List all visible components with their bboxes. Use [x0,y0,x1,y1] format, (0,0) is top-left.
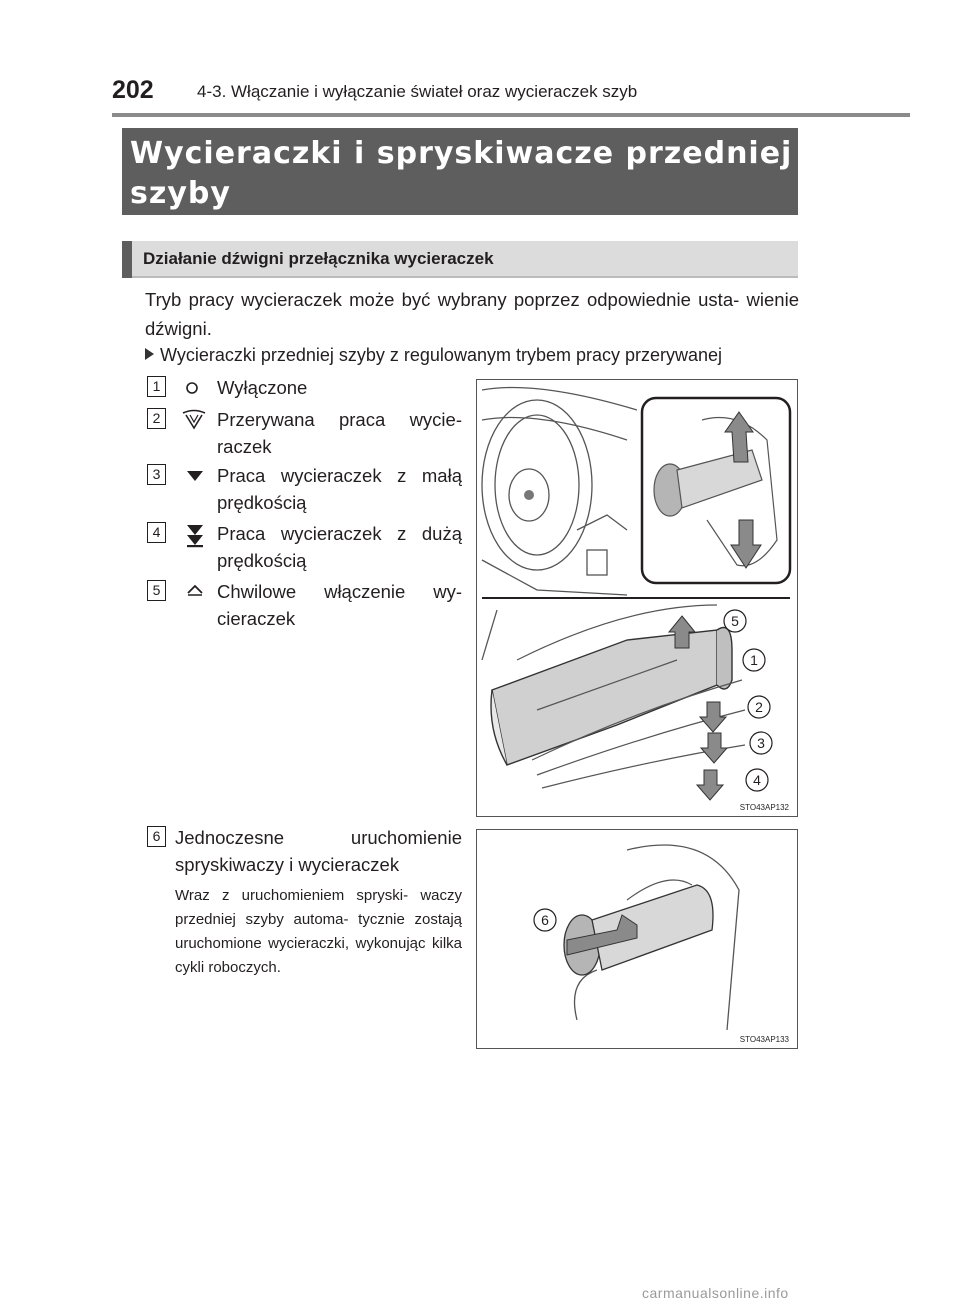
intro-paragraph: Tryb pracy wycieraczek może być wybrany poprzez odpowiednie usta- wienie dźwigni. [145,289,799,339]
bullet-triangle-icon [145,348,154,360]
figure-code-1: STO43AP132 [739,803,789,812]
item-number-4: 4 [147,522,166,543]
figure-washer-lever-illustration [477,830,797,1048]
subsection-bar [122,241,132,278]
section-title-box [122,128,798,215]
item-text-6: Jednoczesne uruchomienie spryskiwaczy i wycieraczek [175,827,462,875]
fig1-callout-4: 4 [753,772,761,788]
fig1-callout-3: 3 [757,735,765,751]
subsection-title: Działanie dźwigni przełącznika wycieraczek [143,249,494,268]
item-text-3: Praca wycieraczek z małą prędkością [217,465,462,513]
figure-washer-lever [476,829,798,1049]
item-text-2: Przerywana praca wycie- raczek [217,409,462,457]
bullet-line [145,345,722,366]
intermittent-wiper-icon [181,409,207,431]
fig2-callout-6: 6 [541,912,549,928]
chapter-title: 4-3. Włączanie i wyłączanie świateł oraz wycieraczek szyb [197,82,638,101]
fig1-callout-2: 2 [755,699,763,715]
off-circle-icon [184,380,200,396]
item-text-5: Chwilowe włączenie wy- cieraczek [217,581,462,629]
item-text-4: Praca wycieraczek z dużą prędkością [217,523,462,571]
item-number-1: 1 [147,376,166,397]
item-note-6: Wraz z uruchomieniem spryski- waczy przedniej szyby automa- tycznie zostają uruchomione wycieraczki, wykonując kilka cykli roboczych. [175,887,462,976]
subsection-title-box [122,241,798,278]
low-speed-triangle-icon [186,469,204,483]
header-rule [112,113,910,117]
fig1-callout-1: 1 [750,652,758,668]
item-number-2: 2 [147,408,166,429]
high-speed-double-triangle-icon [186,523,204,549]
bullet-text: Wycieraczki przedniej szyby z regulowanym trybem pracy przerywanej [160,345,723,365]
item-text-1: Wyłączone [217,377,308,398]
figure-code-2: STO43AP133 [739,1035,789,1044]
figure-wiper-lever-illustration [477,380,797,816]
item-number-3: 3 [147,464,166,485]
footer-watermark: carmanualsonline.info [642,1285,789,1301]
section-title: Wycieraczki i spryskiwacze przedniej szyby [130,136,793,211]
figure-wiper-lever [476,379,798,817]
item-number-5: 5 [147,580,166,601]
page-number: 202 [112,76,154,104]
item-number-6: 6 [147,826,166,847]
mist-chevron-up-icon [186,583,204,597]
fig1-callout-5: 5 [731,613,739,629]
